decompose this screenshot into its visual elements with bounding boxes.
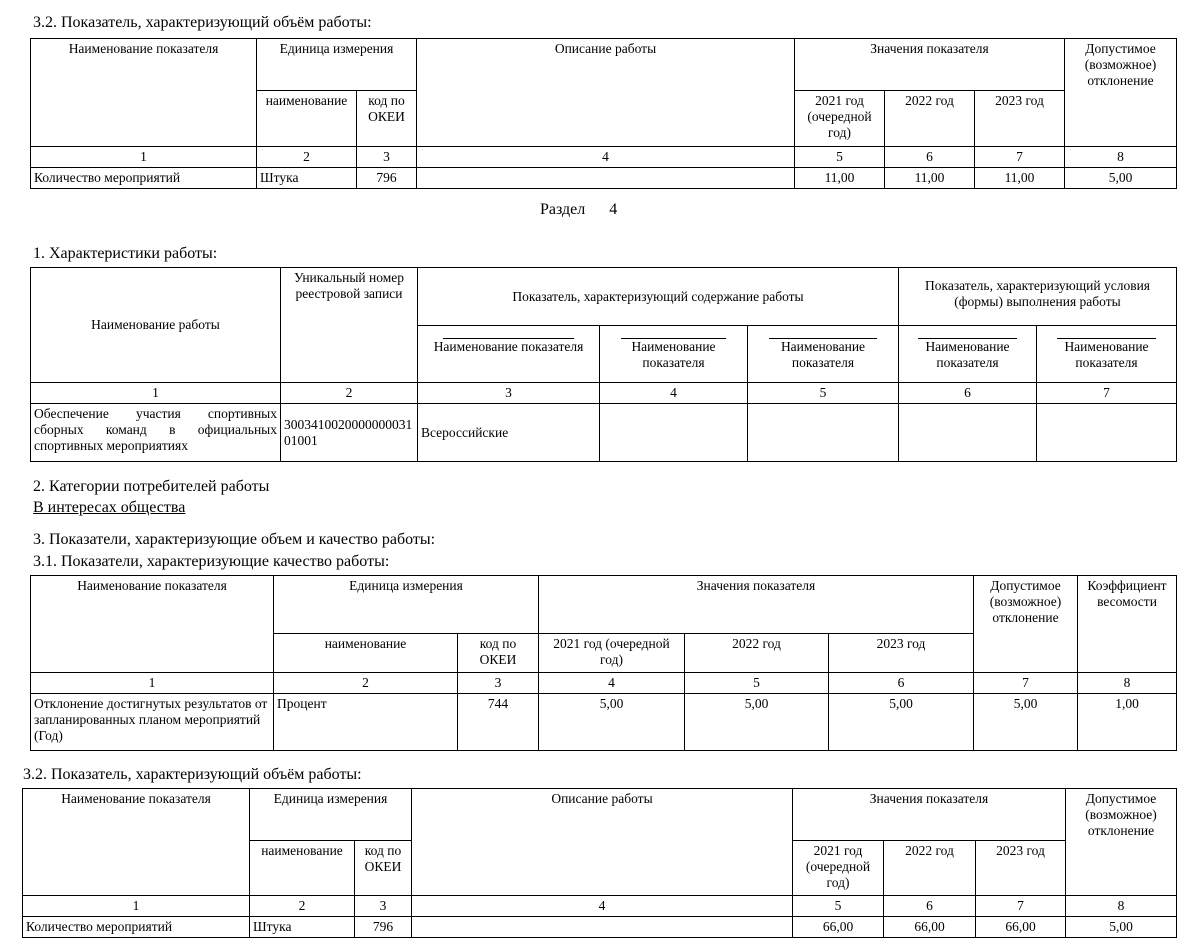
header-registry-number: Уникальный номер реестровой записи — [281, 268, 418, 383]
quality-table — [30, 575, 1177, 751]
row-unit-name: Штука — [257, 168, 357, 189]
col-number: 3 — [355, 896, 412, 917]
row-value-2021: 66,00 — [793, 917, 884, 938]
header-values: Значения показателя — [793, 789, 1066, 841]
header-weight: Коэффициент весомости — [1078, 576, 1177, 673]
col-number: 7 — [1037, 383, 1177, 404]
row-unit-name: Штука — [250, 917, 355, 938]
row-value-2021: 11,00 — [795, 168, 885, 189]
header-year-2021: 2021 год (очередной год) — [539, 634, 685, 673]
header-indicator-name: Наименование показателя — [23, 789, 250, 896]
row-cell — [600, 404, 748, 462]
sub-header-cell — [899, 326, 1037, 383]
col-number: 7 — [974, 673, 1078, 694]
col-number: 2 — [250, 896, 355, 917]
col-number: 6 — [885, 147, 975, 168]
row-indicator-name: Количество мероприятий — [23, 917, 250, 938]
col-number: 4 — [417, 147, 795, 168]
header-values: Значения показателя — [539, 576, 974, 634]
col-number: 5 — [795, 147, 885, 168]
row-content-value: Всероссийские — [418, 404, 600, 462]
sub-header-cell — [1037, 326, 1177, 383]
row-value-2022: 66,00 — [884, 917, 976, 938]
header-unit-code: код по ОКЕИ — [357, 91, 417, 147]
row-registry-number: 300341002000000003101001 — [281, 404, 418, 462]
sub-header-indicator-name: Наименование показателя — [925, 339, 1010, 370]
header-content: Показатель, характеризующий содержание работы — [418, 268, 899, 326]
row-deviation: 5,00 — [1065, 168, 1177, 189]
sub-header-indicator-name: Наименование показателя — [433, 339, 584, 354]
header-deviation: Допустимое (возможное) отклонение — [1066, 789, 1177, 896]
row-unit-code: 796 — [357, 168, 417, 189]
row-description — [412, 917, 793, 938]
col-number: 4 — [600, 383, 748, 404]
header-unit-name: наименование — [274, 634, 458, 673]
col-number: 1 — [31, 147, 257, 168]
col-number: 6 — [899, 383, 1037, 404]
col-number: 6 — [884, 896, 976, 917]
bottom-volume-table — [22, 788, 1177, 938]
row-description — [417, 168, 795, 189]
bottom-volume-heading: 3.2. Показатель, характеризующий объём работы: — [23, 766, 362, 783]
col-number: 2 — [281, 383, 418, 404]
header-year-2023: 2023 год — [976, 841, 1066, 896]
row-value-2023: 11,00 — [975, 168, 1065, 189]
col-number: 2 — [257, 147, 357, 168]
col-number: 4 — [539, 673, 685, 694]
sub-header-cell — [418, 326, 600, 383]
header-year-2021: 2021 год (очередной год) — [795, 91, 885, 147]
razdel-heading — [540, 201, 617, 219]
row-deviation: 5,00 — [1066, 917, 1177, 938]
row-unit-code: 796 — [355, 917, 412, 938]
row-value-2021: 5,00 — [539, 694, 685, 751]
header-values: Значения показателя — [795, 39, 1065, 91]
col-number: 5 — [793, 896, 884, 917]
row-unit-name: Процент — [274, 694, 458, 751]
row-value-2023: 66,00 — [976, 917, 1066, 938]
header-year-2021: 2021 год (очередной год) — [793, 841, 884, 896]
top-volume-heading: 3.2. Показатель, характеризующий объём работы: — [33, 14, 372, 31]
characteristics-table — [30, 267, 1177, 462]
row-unit-code: 744 — [458, 694, 539, 751]
header-description: Описание работы — [417, 39, 795, 147]
col-number: 5 — [748, 383, 899, 404]
row-indicator-name: Отклонение достигнутых результатов от запланированных планом мероприятий (Год) — [31, 694, 274, 751]
sub-header-indicator-name: Наименование показателя — [1064, 339, 1149, 370]
indicators-heading: 3. Показатели, характеризующие объем и качество работы: — [33, 531, 436, 548]
col-number: 3 — [418, 383, 600, 404]
header-unit-code: код по ОКЕИ — [355, 841, 412, 896]
col-number: 1 — [31, 673, 274, 694]
row-weight: 1,00 — [1078, 694, 1177, 751]
header-description: Описание работы — [412, 789, 793, 896]
header-deviation: Допустимое (возможное) отклонение — [974, 576, 1078, 673]
header-year-2022: 2022 год — [885, 91, 975, 147]
header-year-2023: 2023 год — [975, 91, 1065, 147]
header-unit-name: наименование — [257, 91, 357, 147]
sub-header-cell — [600, 326, 748, 383]
consumers-value: В интересах общества — [33, 499, 186, 516]
razdel-number: 4 — [609, 201, 618, 218]
row-cell — [748, 404, 899, 462]
row-cell — [1037, 404, 1177, 462]
col-number: 1 — [23, 896, 250, 917]
row-work-name: Обеспечение участия спортивных сборных команд в официальных спортивных мероприятиях — [31, 404, 281, 462]
col-number: 6 — [829, 673, 974, 694]
row-value-2023: 5,00 — [829, 694, 974, 751]
header-indicator-name: Наименование показателя — [31, 39, 257, 147]
header-unit: Единица измерения — [257, 39, 417, 91]
col-number: 7 — [976, 896, 1066, 917]
row-value-2022: 5,00 — [685, 694, 829, 751]
header-deviation: Допустимое (возможное) отклонение — [1065, 39, 1177, 147]
col-number: 4 — [412, 896, 793, 917]
col-number: 2 — [274, 673, 458, 694]
col-number: 3 — [458, 673, 539, 694]
col-number: 8 — [1078, 673, 1177, 694]
consumers-heading: 2. Категории потребителей работы — [33, 478, 270, 495]
col-number: 3 — [357, 147, 417, 168]
col-number: 8 — [1066, 896, 1177, 917]
sub-header-indicator-name: Наименование показателя — [631, 339, 716, 370]
col-number: 8 — [1065, 147, 1177, 168]
col-number: 5 — [685, 673, 829, 694]
row-cell — [899, 404, 1037, 462]
header-year-2022: 2022 год — [685, 634, 829, 673]
quality-heading: 3.1. Показатели, характеризующие качество работы: — [33, 553, 390, 570]
characteristics-heading: 1. Характеристики работы: — [33, 245, 218, 262]
header-work-name: Наименование работы — [31, 268, 281, 383]
col-number: 7 — [975, 147, 1065, 168]
header-unit-name: наименование — [250, 841, 355, 896]
header-conditions: Показатель, характеризующий условия (формы) выполнения работы — [899, 268, 1177, 326]
header-year-2022: 2022 год — [884, 841, 976, 896]
header-unit-code: код по ОКЕИ — [458, 634, 539, 673]
header-indicator-name: Наименование показателя — [31, 576, 274, 673]
header-year-2023: 2023 год — [829, 634, 974, 673]
row-value-2022: 11,00 — [885, 168, 975, 189]
header-unit: Единица измерения — [250, 789, 412, 841]
col-number: 1 — [31, 383, 281, 404]
razdel-label: Раздел — [540, 201, 586, 218]
sub-header-indicator-name: Наименование показателя — [780, 339, 866, 370]
row-deviation: 5,00 — [974, 694, 1078, 751]
sub-header-cell — [748, 326, 899, 383]
top-volume-table — [30, 38, 1177, 189]
header-unit: Единица измерения — [274, 576, 539, 634]
row-indicator-name: Количество мероприятий — [31, 168, 257, 189]
